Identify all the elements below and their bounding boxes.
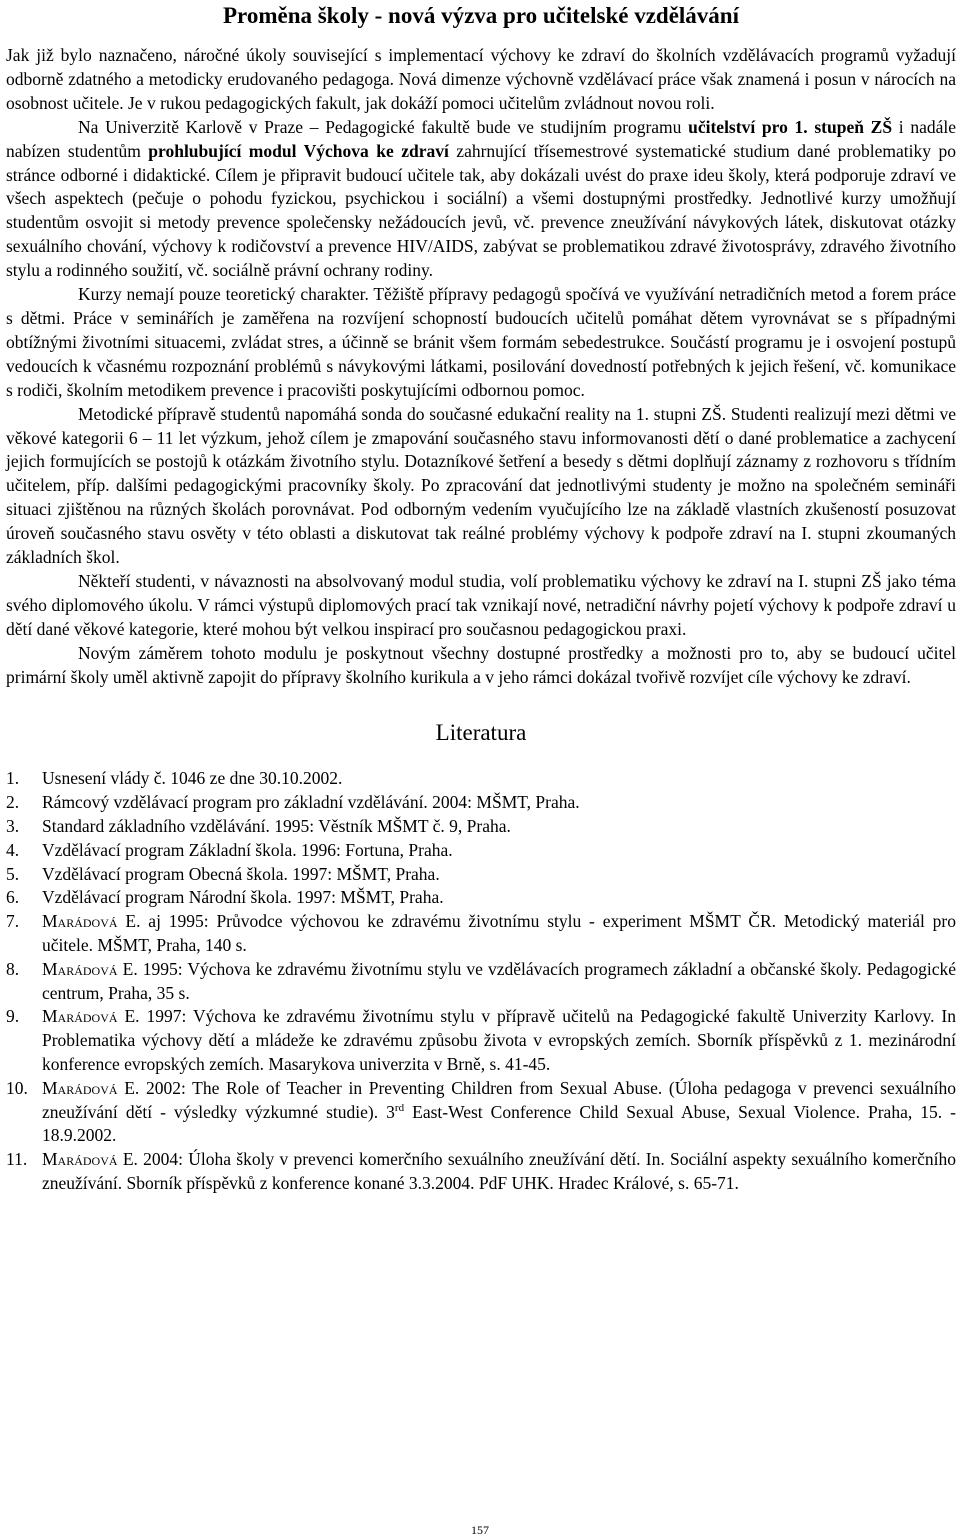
reference-number: 9. <box>6 1006 20 1027</box>
reference-number: 8. <box>6 958 20 979</box>
reference-item <box>6 863 956 887</box>
reference-item <box>6 1077 956 1148</box>
reference-item <box>6 886 956 910</box>
reference-text: aj 1995: Průvodce výchovou ke zdravému životnímu stylu - experiment MŠMT ČR. Metodický materiál pro učitele. MŠMT, Praha, 140 s. <box>42 911 957 956</box>
reference-item <box>6 910 956 958</box>
paragraph-4: Metodické přípravě studentů napomáhá sonda do současné edukační reality na 1. stupni ZŠ. Studenti realizují mezi dětmi ve věkové kategorii 6 – 11 let výzkum, jehož cílem je zmapování současného stavu informovanosti dětí o dané problematice a zachycení jejich formujících se postojů k otázkám životního stylu. Dotazníkové šetření a besedy s dětmi doplňují záznamy z rozhovoru s třídním učitelem, příp. dalšími pedagogickými pracovníky školy. Po zpracování dat jednotlivými studenty je možno na společném semináři situaci zjištěnou na různých školách porovnávat. Pod odborným vedením vyučujícího lze na základě vlastních zkušeností posuzovat úroveň současného stavu osvěty v této oblasti a diskutovat tak reálné problémy výchovy k podpoře zdraví na I. stupni zkoumaných základních škol. <box>6 403 956 568</box>
reference-list <box>6 767 956 1195</box>
paragraph-1: Jak již bylo naznačeno, náročné úkoly související s implementací výchovy ke zdraví do školních vzdělávacích programů vyžadují odborně zdatného a metodicky erudovaného pedagoga. Nová dimenze výchovně vzdělávací práce však znamená i posun v nárocích na osobnost učitele. Je v rukou pedagogických fakult, jak dokáží pomoci učitelům zvládnout novou roli. <box>6 45 956 113</box>
reference-number: 3. <box>6 816 20 837</box>
reference-number: 11. <box>6 1149 28 1170</box>
reference-item <box>6 767 956 791</box>
reference-number: 7. <box>6 911 20 932</box>
reference-author: Marádová E. <box>42 1006 140 1027</box>
reference-author: Marádová E. <box>42 958 138 979</box>
reference-item <box>6 791 956 815</box>
reference-text: Standard základního vzdělávání. 1995: Věstník MŠMT č. 9, Praha. <box>42 816 511 837</box>
paragraph-2 <box>6 116 956 283</box>
reference-text-continued: East-West Conference Child Sexual Abuse, Sexual Violence. Praha, 15. - 18.9.2002. <box>42 1101 956 1146</box>
reference-item <box>6 1148 956 1196</box>
paragraph-2-text-a: Na Univerzitě Karlově v Praze – Pedagogické fakultě bude ve studijním programu <box>78 116 689 137</box>
reference-item <box>6 839 956 863</box>
reference-number: 10. <box>6 1077 28 1098</box>
paragraph-2-bold-program: učitelství pro 1. stupeň ZŠ <box>688 116 893 137</box>
reference-text: Rámcový vzdělávací program pro základní vzdělávání. 2004: MŠMT, Praha. <box>42 792 580 813</box>
reference-number: 4. <box>6 839 20 860</box>
reference-text: 1997: Výchova ke zdravému životnímu stylu v přípravě učitelů na Pedagogické fakultě Univerzity Karlovy. In Problematika výchovy dětí a mládeže ke zdravému způsobu života v evropských zemích. Sborník příspěvků z 1. mezinárodní konference evropských zemích. Masarykova univerzita v Brně, s. 41-45. <box>42 1006 956 1075</box>
reference-text: 2002: The Role of Teacher in Preventing Children from Sexual Abuse. (Úloha pedagoga v prevenci sexuálního zneužívání dětí - výsledky výzkumné studie). 3 <box>42 1077 956 1122</box>
reference-number: 2. <box>6 792 20 813</box>
reference-number: 6. <box>6 887 20 908</box>
reference-author: Marádová E. <box>42 911 141 932</box>
reference-item <box>6 815 956 839</box>
reference-author: Marádová E. <box>42 1149 138 1170</box>
reference-number: 5. <box>6 863 20 884</box>
paragraph-5: Někteří studenti, v návaznosti na absolvovaný modul studia, volí problematiku výchovy ke zdraví na I. stupni ZŠ jako téma svého diplomového úkolu. V rámci výstupů diplomových prací tak vznikají nové, netradiční návrhy pojetí výchovy k podpoře zdraví u dětí dané věkové kategorie, které mohou být velkou inspirací pro současnou pedagogickou praxi. <box>6 570 956 639</box>
paragraph-2-text-c: i nadále nabízen studentům <box>6 116 956 161</box>
page-title: Proměna školy - nová výzva pro učitelské vzdělávání <box>222 3 739 28</box>
reference-text: Usnesení vlády č. 1046 ze dne 30.10.2002. <box>42 768 343 789</box>
paragraph-2-bold-module: prohlubující modul Výchova ke zdraví <box>148 140 449 161</box>
reference-text: 2004: Úloha školy v prevenci komerčního sexuálního zneužívání dětí. In. Sociální aspekty sexuálního komerčního zneužívání. Sborník příspěvků z konference konané 3.3.2004. PdF UHK. Hradec Králové, s. 65-71. <box>42 1149 957 1194</box>
literature-heading: Literatura <box>435 720 527 746</box>
reference-superscript: rd <box>394 1101 405 1114</box>
reference-author: Marádová E. <box>42 1077 140 1098</box>
reference-item <box>6 1005 956 1076</box>
reference-text: 1995: Výchova ke zdravému životnímu stylu ve vzdělávacích programech základní a občanské školy. Pedagogické centrum, Praha, 35 s. <box>42 958 957 1003</box>
reference-text: Vzdělávací program Obecná škola. 1997: MŠMT, Praha. <box>42 863 440 884</box>
reference-number: 1. <box>6 768 20 789</box>
paragraph-6: Novým záměrem tohoto modulu je poskytnout všechny dostupné prostředky a možnosti pro to, aby se budoucí učitel primární školy uměl aktivně zapojit do přípravy školního kurikula a v jeho rámci dokázal tvořivě rozvíjet cíle výchovy ke zdraví. <box>6 642 956 687</box>
reference-text: Vzdělávací program Národní škola. 1997: MŠMT, Praha. <box>42 887 444 908</box>
paragraph-2-text-e: zahrnující třísemestrové systematické studium dané problematiky po stránce odborné i didaktické. Cílem je připravit budoucí učitele tak, aby dokázali uvést do praxe ideu školy, která podporuje zdraví ve všech aspektech (pečuje o pohodu fyzickou, psychickou i sociální) a všemi dostupnými prostředky. Jednotlivé kurzy umožňují studentům osvojit si metody prevence společensky nežádoucích jevů, vč. prevence zneužívání návykových látek, diskutovat otázky sexuálního chování, výchovy k rodičovství a prevence HIV/AIDS, zabývat se problematikou zdravé životosprávy, zdravého životního stylu a rodinného soužití, vč. sociálně právní ochrany rodiny. <box>6 140 957 281</box>
article-body <box>6 44 956 689</box>
reference-text: Vzdělávací program Základní škola. 1996: Fortuna, Praha. <box>42 839 453 860</box>
paragraph-3: Kurzy nemají pouze teoretický charakter. Těžiště přípravy pedagogů spočívá ve využívání netradičních metod a forem práce s dětmi. Práce v seminářích je zaměřena na rozvíjení schopností budoucích učitelů pomáhat dětem vyrovnávat se s případnými obtížnými životními situacemi, zvládat stres, a účinně se bránit všem formám sebedestrukce. Součástí programu je i osvojení postupů vedoucích k včasnému rozpoznání problémů s návykovými látkami, posilování dovedností potřebných k jejich řešení, vč. komunikace s rodiči, školním metodikem prevence i pracovišti poskytujícími odbornou pomoc. <box>6 284 956 400</box>
reference-item <box>6 958 956 1006</box>
page-number: 157 <box>471 1523 489 1537</box>
document-page <box>6 0 956 1196</box>
